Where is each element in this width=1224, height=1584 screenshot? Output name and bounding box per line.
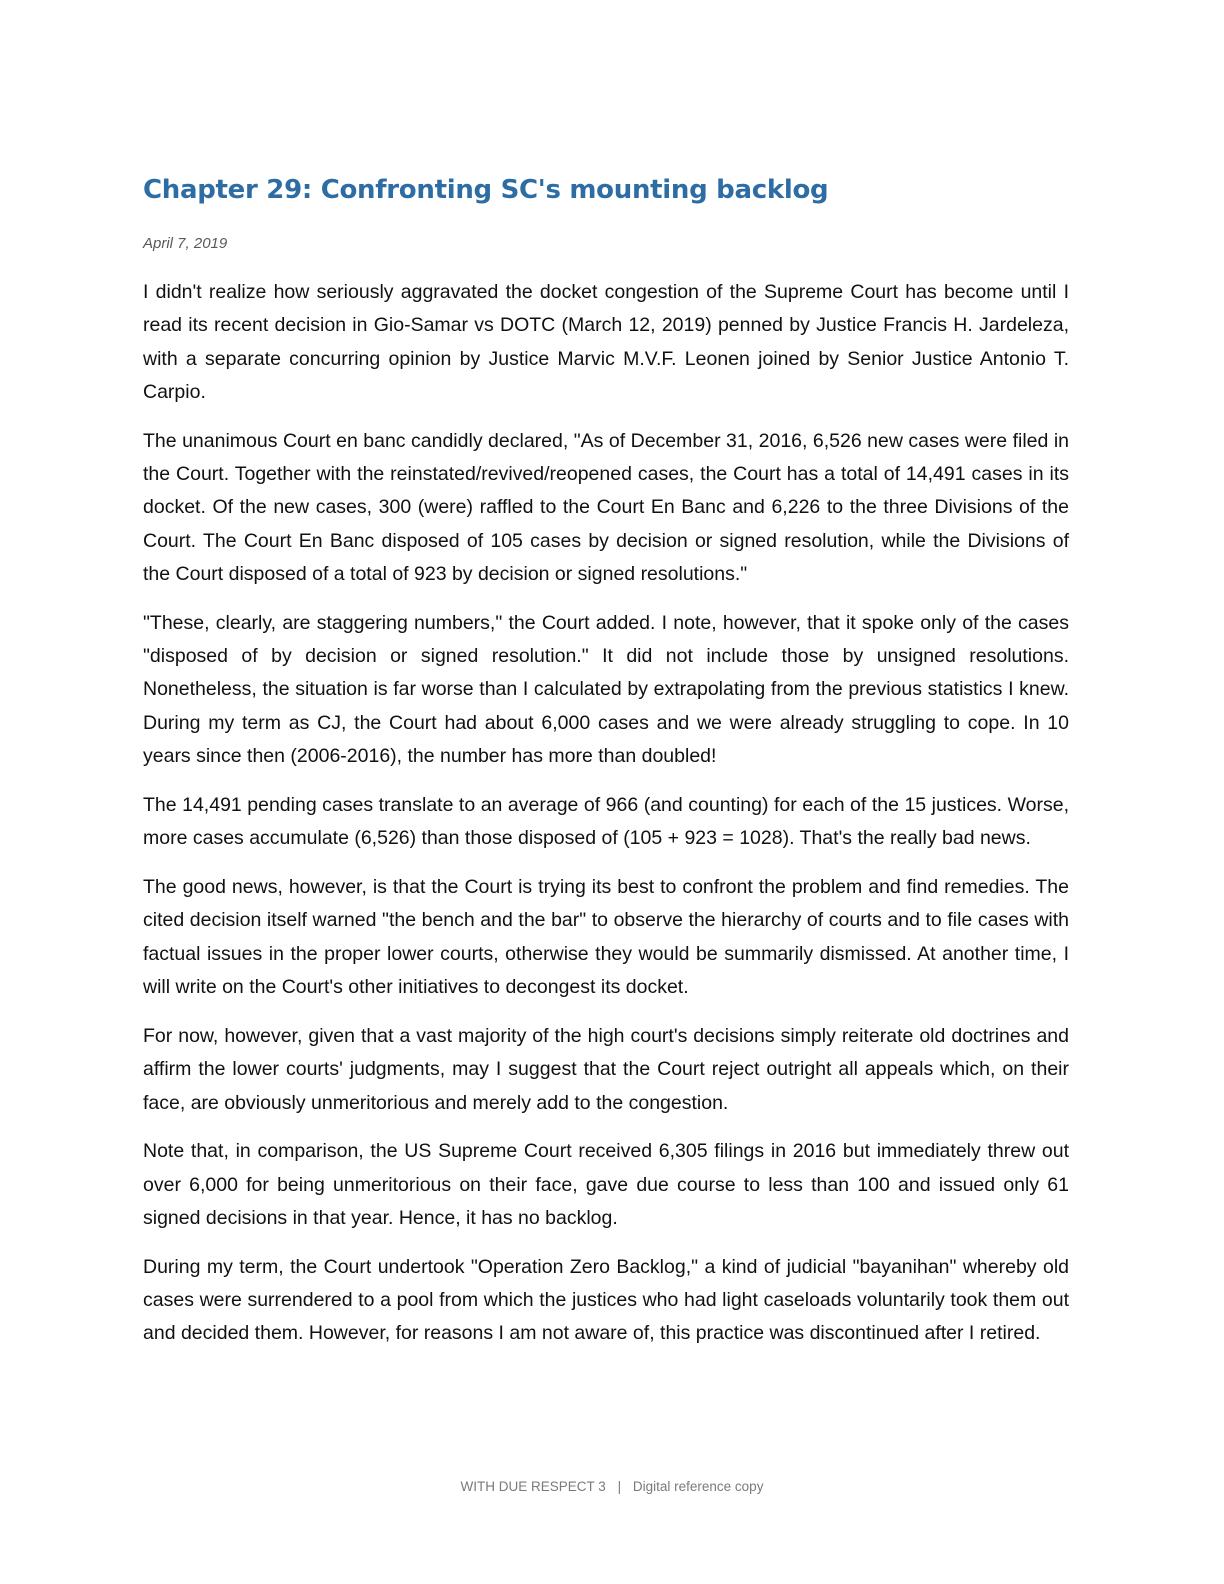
paragraph-8: During my term, the Court undertook "Operation Zero Backlog," a kind of judicial "bayanihan" whereby old cases were surrendered to a pool from which the justices who had light caseloads voluntarily took them out and decided them. However, for reasons I am not aware of, this practice was discontinued after I retired. — [143, 1255, 1069, 1345]
page-footer — [0, 1479, 1224, 1494]
paragraph-6: For now, however, given that a vast majority of the high court's decisions simply reiterate old doctrines and affirm the lower courts' judgments, may I suggest that the Court reject outright all appeals which, on their face, are obviously unmeritorious and merely add to the congestion. — [143, 1024, 1069, 1114]
footer-copy-note: Digital reference copy — [632, 1479, 764, 1494]
footer-book-title: WITH DUE RESPECT 3 — [460, 1479, 606, 1494]
paragraph-2: The unanimous Court en banc candidly declared, "As of December 31, 2016, 6,526 new cases were filed in the Court. Together with the reinstated/revived/reopened cases, the Court has a total of 14,491 cases in its docket. Of the new cases, 300 (were) raffled to the Court En Banc and 6,226 to the three Divisions of the Court. The Court En Banc disposed of 105 cases by decision or signed resolution, while the Divisions of the Court disposed of a total of 923 by decision or signed resolutions." — [143, 429, 1069, 585]
paragraph-7: Note that, in comparison, the US Supreme Court received 6,305 filings in 2016 but immediately threw out over 6,000 for being unmeritorious on their face, gave due course to less than 100 and issued only 61 signed decisions in that year. Hence, it has no backlog. — [143, 1140, 1069, 1229]
paragraph-4: The 14,491 pending cases translate to an average of 966 (and counting) for each of the 15 justices. Worse, more cases accumulate (6,526) than those disposed of (105 + 923 = 1028). That's the really bad news. — [143, 793, 1069, 850]
chapter-date: April 7, 2019 — [143, 235, 228, 252]
document-page — [143, 170, 1069, 1366]
paragraph-5: The good news, however, is that the Court is trying its best to confront the problem and find remedies. The cited decision itself warned "the bench and the bar" to observe the hierarchy of courts and to file cases with factual issues in the proper lower courts, otherwise they would be summarily dismissed. At another time, I will write on the Court's other initiatives to decongest its docket. — [143, 876, 1069, 999]
chapter-title: Chapter 29: Confronting SC's mounting backlog — [143, 175, 829, 205]
paragraph-3: "These, clearly, are staggering numbers," the Court added. I note, however, that it spoke only of the cases "disposed of by decision or signed resolution." It did not include those by unsigned resolutions. Nonetheless, the situation is far worse than I calculated by extrapolating from the previous statistics I knew. During my term as CJ, the Court had about 6,000 cases and we were already struggling to cope. In 10 years since then (2006-2016), the number has more than doubled! — [143, 611, 1069, 768]
footer-separator: | — [617, 1479, 622, 1494]
paragraph-1: I didn't realize how seriously aggravated the docket congestion of the Supreme Court has become until I read its recent decision in Gio-Samar vs DOTC (March 12, 2019) penned by Justice Francis H. Jardeleza, with a separate concurring opinion by Justice Marvic M.V.F. Leonen joined by Senior Justice Antonio T. Carpio. — [143, 281, 1069, 403]
